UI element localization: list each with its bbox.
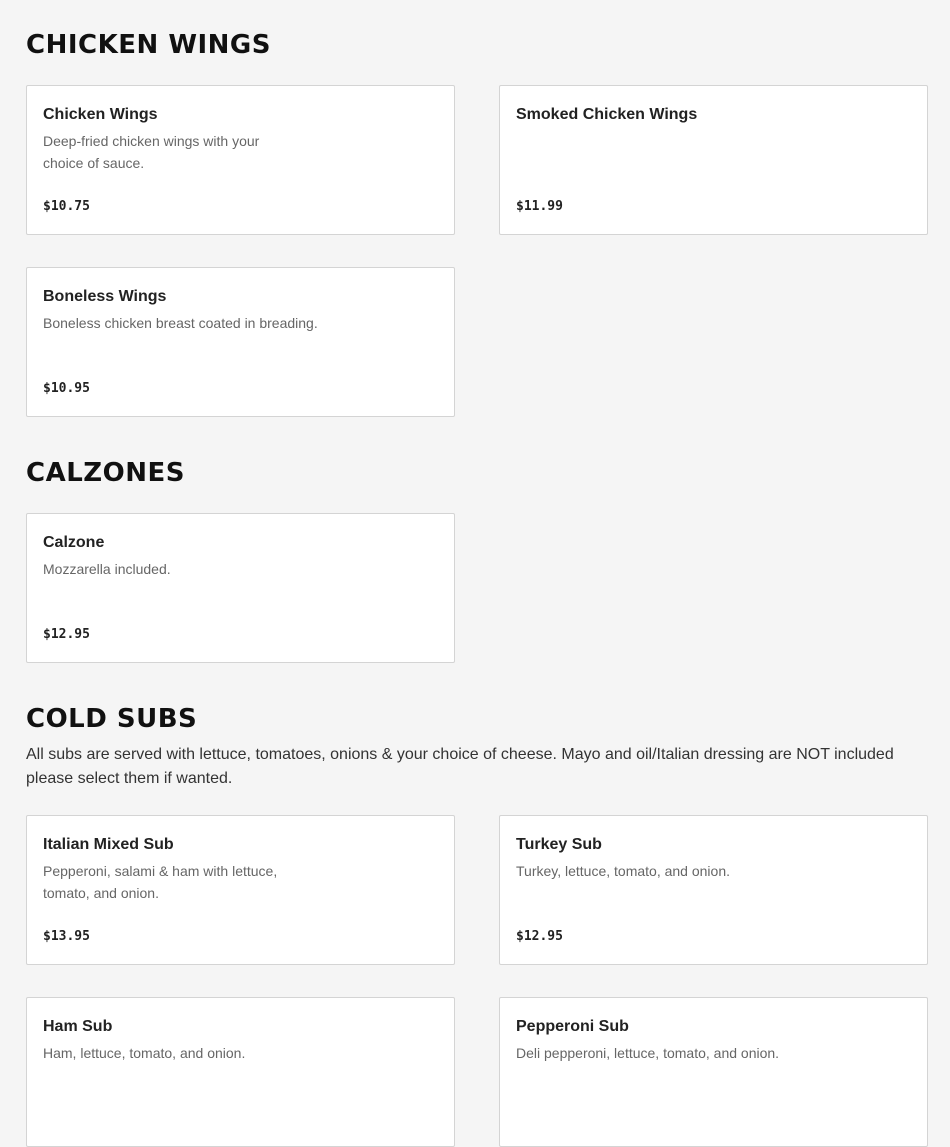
menu-item-card[interactable]	[499, 85, 928, 235]
item-description: Deli pepperoni, lettuce, tomato, and onion.	[516, 1045, 780, 1061]
item-name: Pepperoni Sub	[516, 1018, 629, 1035]
cold-subs-grid	[26, 815, 928, 1147]
item-description: Mozzarella included.	[43, 561, 171, 577]
item-price: $12.95	[43, 627, 90, 642]
menu-item-card[interactable]	[26, 267, 455, 417]
item-description: Ham, lettuce, tomato, and onion.	[43, 1045, 246, 1061]
item-name: Ham Sub	[43, 1018, 113, 1035]
section-title-cold-subs: COLD SUBS	[26, 704, 198, 734]
menu-item-card[interactable]	[26, 815, 455, 965]
item-description: Pepperoni, salami & ham with lettuce, tomato, and onion.	[43, 863, 278, 901]
item-price: $13.95	[43, 929, 90, 944]
item-name: Boneless Wings	[43, 288, 167, 305]
item-description: Deep-fried chicken wings with your choice of sauce.	[43, 133, 260, 171]
section-title-calzones: CALZONES	[26, 458, 185, 488]
item-name: Chicken Wings	[43, 106, 158, 123]
item-price: $12.95	[516, 929, 563, 944]
menu-item-card[interactable]	[499, 815, 928, 965]
menu-item-card[interactable]	[499, 997, 928, 1147]
item-name: Italian Mixed Sub	[43, 836, 174, 853]
item-description: Boneless chicken breast coated in breading.	[43, 315, 318, 331]
calzones-grid	[26, 513, 928, 663]
item-name: Smoked Chicken Wings	[516, 106, 698, 123]
menu-item-card[interactable]	[26, 513, 455, 663]
menu-item-card[interactable]	[26, 85, 455, 235]
section-title-chicken-wings: CHICKEN WINGS	[26, 30, 271, 60]
chicken-wings-grid	[26, 85, 928, 417]
menu-item-card[interactable]	[26, 997, 455, 1147]
item-description: Turkey, lettuce, tomato, and onion.	[516, 863, 731, 879]
item-price: $11.99	[516, 199, 563, 214]
item-name: Calzone	[43, 534, 105, 551]
item-price: $10.75	[43, 199, 90, 214]
section-description-cold-subs: All subs are served with lettuce, tomatoes, onions & your choice of cheese. Mayo and oil/Italian dressing are NOT included please select them if wanted.	[26, 746, 894, 787]
item-name: Turkey Sub	[516, 836, 602, 853]
item-price: $10.95	[43, 381, 90, 396]
